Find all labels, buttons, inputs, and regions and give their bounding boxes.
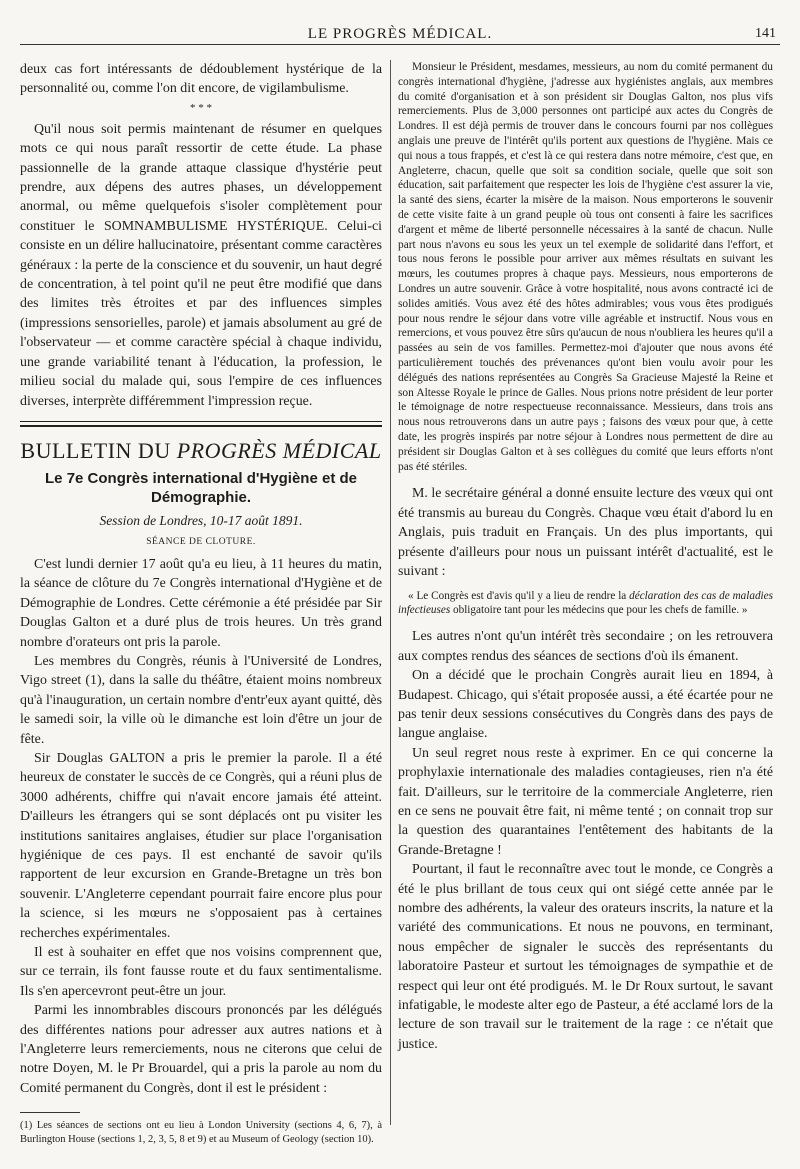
paragraph: Pourtant, il faut le reconnaître avec tout le monde, ce Congrès a été le plus brillant de tous ceux qui ont siégé cette année par le nombre des adhérents, la valeur des orateurs inscrits, la nature et la variété des communications. Et nous ne pouvons, en terminant, nous empêcher de signaler le succès des représentants du laboratoire Pasteur et surtout les témoignages de sympathie et de respect qui leur ont été prodigués. M. le Dr Roux surtout, le savant infatigable, le modeste alter ego de Pasteur, a été acclamé lors de la lecture de son travail sur le traitement de la rage : ce n'était que justice. [398,862,773,1052]
quote-text-end: obligatoire tant pour les médecins que pour les chefs de famille. » [450,604,748,617]
bulletin-heading [20,437,382,465]
article-session: Session de Londres, 10-17 août 1891. [99,512,303,528]
footnote: (1) Les séances de sections ont eu lieu à London University (sections 4, 6, 7), à Burlington House (sections 1, 2, 3, 5, 8 et 9) et au Museum of Geology (section 10). [20,1120,382,1145]
resolution-quote [398,589,773,617]
page-number: 141 [755,26,776,41]
paragraph: Les autres n'ont qu'un intérêt très secondaire ; on les retrouvera aux comptes rendus des séances de sections d'où ils émanent. [398,629,773,664]
paragraph-summary: Qu'il nous soit permis maintenant de résumer en quelques mots ce qui nous paraît ressortir de cette étude. La phase passionnelle de la grande attaque classique d'hystérie peut prendre, aux dépens des autres phases, un développement anormal, ou même quelquefois s'isoler complètement pour constituer le SOMNAMBULISME HYSTÉRIQUE. Celui-ci consiste en un délire hallucinatoire, présentant comme caractères généraux : la perte de la conscience et du souvenir, un haut degré de concentration, à tel point qu'il ne peut être modifié que dans des limites très étroites et par des influences simples (impressions sensorielles, parole) et jamais absolument au gré de l'observateur — et comme caractère spécial à chaque individu, une grande variabilité tenant à l'éducation, la profession, le milieu social du malade qui, sous l'empire de ces influences diverses, interprète différemment l'impression reçue. [20,121,382,409]
speech-text: Monsieur le Président, mesdames, messieurs, au nom du comité permanent du congrès international d'hygiène, j'adresse aux hygiénistes anglais, aux membres du comité d'organisation et à son président sir Douglas Galton, nos plus vifs remerciements. Plus de 3,000 personnes ont participé aux actes du Congrès de Londres. Il est déjà permis de trouver dans le concours fourni par nos collègues anglais une preuve de l'intérêt qu'ils portent aux questions de l'hygiène. Mais ce qui nous a tous frappés, et c'est là ce qui restera dans notre mémoire, c'est que, en Angleterre, chacun, quelle que soit sa condition sociale, quelle que soit son éducation, sait parfaitement que respecter les lois de l'hygiène c'est assurer la vie, la santé des siens, écarter la misère de la maison. Nous emporterons le souvenir de cette visite faite à un grand peuple où tous ont consenti à faire les sacrifices d'argent et même de liberté personnelle nécessaires à la santé de chacun. Nulle part nous n'avons eu sous les yeux un tel exemple de solidarité dans l'effort, et tous nous ferons le possible pour arriver aux mêmes résultats en suivant les mœurs, les coutumes propres à chaque pays. Messieurs, nous emporterons de Londres un autre souvenir. Grâce à votre hospitalité, nous avons contracté ici de solides amitiés. Vous avez été des hôtes admirables; vous vous êtes prodigués pour nous rendre le séjour dans votre ville agréable et instructif. Nous vous en remercions, et vous pouvez être sûrs qu'aucun de nous n'oubliera les heures qu'il a passées au sein de vos familles. Permettez-moi d'ajouter que nous avons été particulièrement touchés des prévenances qu'ont bien voulu avoir pour les délégués des nations représentées au Congrès Sa Gracieuse Majesté la Reine et son Altesse Royale le prince de Galles. Nous prions notre président de leur porter le témoignage de notre respectueuse reconnaissance. Messieurs, dans trois ans nous nous retrouverons dans un autre pays ; faisons des vœux pour que, à cette date, les progrès inspirés par notre séjour à Londres nous permettent de dire au président sir Douglas Galton et à ses collègues du comité que leurs efforts n'ont pas été stériles. [398,61,773,473]
left-column [20,60,382,1146]
paragraph-continuation: deux cas fort intéressants de dédoublement hystérique de la personnalité ou, comme l'on dit encore, de vigilambulisme. [20,62,382,97]
paragraph: Les membres du Congrès, réunis à l'Université de Londres, Vigo street (1), dans la salle du théâtre, étaient moins nombreux qu'à l'inauguration, un certain nombre d'entr'eux ayant quitté, dès le samedi soir, la ville où le dimanche est loin d'être un jour de fête. [20,653,382,747]
section-asterism: * * * [190,101,212,114]
bulletin-heading-plain: BULLETIN DU [20,437,177,463]
article-title: Le 7e Congrès international d'Hygiène et de Démographie. [45,469,357,506]
footnote-rule [20,1112,80,1113]
section-divider [20,421,382,427]
page-header [20,22,780,45]
quote-italic: déclaration des cas de maladies infectieuses [398,590,773,617]
article-subheading: SÉANCE DE CLOTURE. [146,536,256,547]
paragraph: Il est à souhaiter en effet que nos voisins comprennent que, sur ce terrain, ils font fausse route et du faux sentimentalisme. Ils s'en apercevront peut-être un jour. [20,945,382,999]
paragraph: Un seul regret nous reste à exprimer. En ce qui concerne la prophylaxie internationale des maladies contagieuses, rien n'a été fait. D'ailleurs, sur le territoire de la commerciale Angleterre, rien en ce sens ne pouvait être fait, ni même tenté ; on connait trop sur la question des quarantaines l'entêtement des habitants de la Grande-Bretagne ! [398,745,773,858]
quote-text: « Le Congrès est d'avis qu'il y a lieu de rendre la [408,590,630,603]
paragraph: Sir Douglas GALTON a pris le premier la parole. Il a été heureux de constater le succès de ce Congrès, qui a réuni plus de 3000 adhérents, chiffre qui n'avait encore jamais été atteint. D'ailleurs les étrangers qui se sont déplacés ont pu visiter les institutions sanitaires anglaises, étudier sur place l'organisation hygiénique de ces pays. Il est enchanté de savoir qu'ils rapportent de leur excursion en Grande-Bretagne un très bon souvenir. L'Angleterre cependant pourrait faire encore plus pour la science, si les mœurs ne s'opposaient pas à certaines recherches expérimentales. [20,750,382,941]
paragraph: Parmi les innombrables discours prononcés par les délégués des différentes nations pour adresser aux autres nations et à l'Angleterre leurs remerciements, nous ne citerons que celui de notre Doyen, M. le Pr Brouardel, qui a pris la parole au nom du Comité permanent du Congrès, dont il est le président : [20,1003,382,1096]
paragraph: On a décidé que le prochain Congrès aurait lieu en 1894, à Budapest. Chicago, qui s'était proposée aussi, a été écartée pour ne pas tenir deux sessions consécutives du Congrès dans des pays de langue anglaise. [398,668,773,742]
paragraph: M. le secrétaire général a donné ensuite lecture des vœux qui ont été transmis au bureau du Congrès. Chaque vœu était d'abord lu en Anglais, puis traduit en Français. Un des plus importants, qui présente d'ailleurs pour nous un puissant intérêt d'actualité, est le suivant : [398,486,773,579]
paragraph: C'est lundi dernier 17 août qu'a eu lieu, à 11 heures du matin, la séance de clôture du 7e Congrès international d'Hygiène et de Démographie de Londres. Cette cérémonie a été présidée par Sir Douglas Galton et a duré plus de trois heures. Un très grand nombre d'orateurs ont pris la parole. [20,556,382,650]
column-divider [390,60,391,1125]
bulletin-heading-italic: PROGRÈS MÉDICAL [176,437,382,463]
right-column [398,60,773,1054]
journal-title: LE PROGRÈS MÉDICAL. [307,26,493,42]
